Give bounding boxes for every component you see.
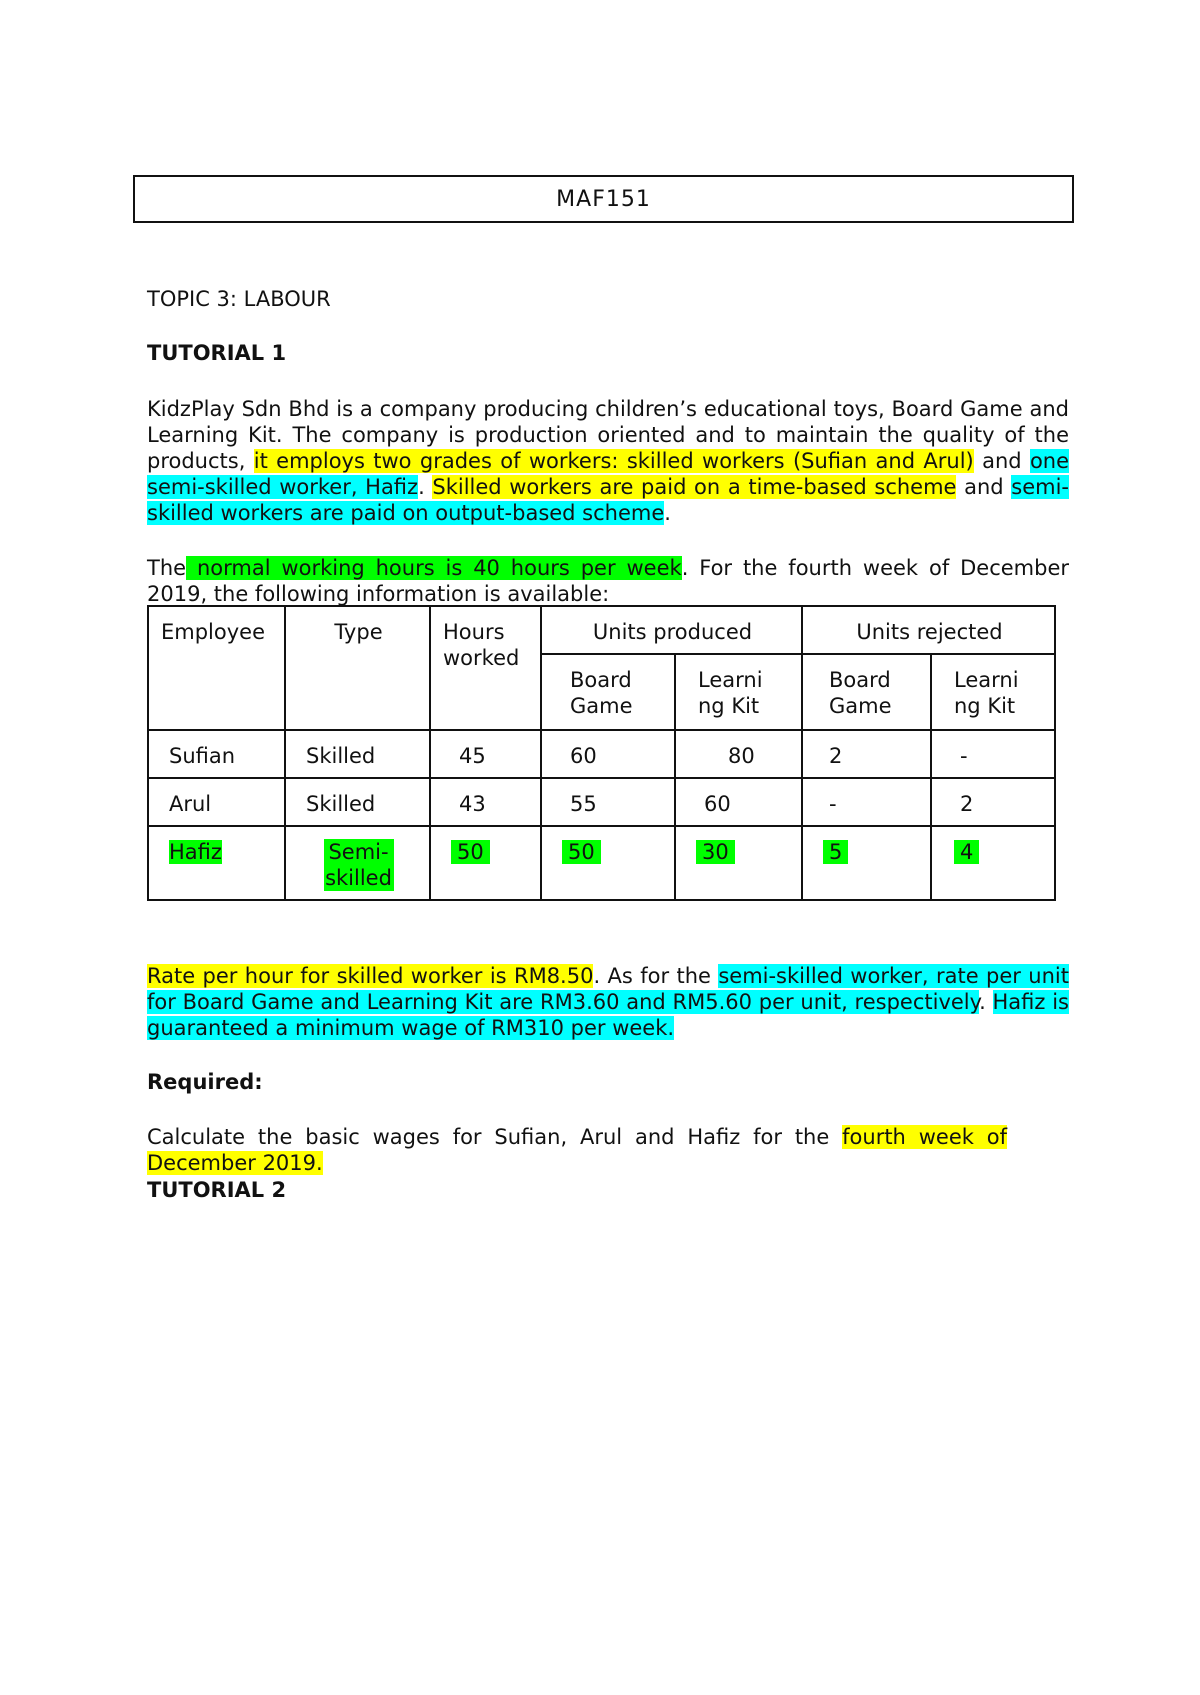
table-row [148, 826, 1055, 900]
highlight-skilled-rate: Rate per hour for skilled worker is RM8.50 [147, 964, 594, 988]
header-rejected-learning-kit: Learni ng Kit [931, 654, 1055, 730]
intro-text-2: and [973, 449, 1030, 473]
tutorial-2-heading: TUTORIAL 2 [147, 1178, 287, 1202]
course-code: MAF151 [556, 186, 651, 212]
header-type: Type [285, 606, 430, 730]
highlight-time-based: Skilled workers are paid on a time-based scheme [432, 475, 957, 499]
table-row [148, 730, 1055, 778]
highlight-output-based: semi-skilled workers are paid on output-based scheme [147, 475, 1069, 525]
intro-text-1: KidzPlay Sdn Bhd is a company producing children’s educational toys, Board Game and Learning Kit. The company is production oriented and to maintain the quality of the products, [147, 397, 1069, 473]
rate-text-2: . [979, 990, 993, 1014]
cell-employee: Sufian [148, 730, 285, 778]
highlight-semi-skilled: Semi-skilled [325, 840, 392, 890]
cell-type: Skilled [285, 778, 430, 826]
highlight-hafiz: Hafiz [169, 840, 222, 864]
cell-produced-board: 60 [541, 730, 675, 778]
cell-hours: 43 [430, 778, 541, 826]
cell-rejected-kit: - [931, 730, 1055, 778]
highlight-semi-skilled-worker: one semi-skilled worker, Hafiz [147, 449, 1070, 499]
hours-paragraph [147, 555, 1069, 607]
highlight-rejected-board: 5 [823, 840, 848, 864]
required-heading: Required: [147, 1070, 263, 1094]
header-units-produced: Units produced [541, 606, 802, 654]
table-row [148, 778, 1055, 826]
cell-produced-kit: 60 [675, 778, 802, 826]
cell-type [285, 826, 430, 900]
hours-text-1: The [147, 556, 187, 580]
cell-rejected-kit [931, 826, 1055, 900]
cell-hours: 45 [430, 730, 541, 778]
header-hours-worked: Hours worked [430, 606, 541, 730]
intro-text-4: and [956, 475, 1012, 499]
rate-text-1: . As for the [593, 964, 719, 988]
topic-heading: TOPIC 3: LABOUR [147, 287, 331, 311]
cell-rejected-board: 2 [802, 730, 931, 778]
rate-paragraph [147, 963, 1069, 1041]
cell-rejected-board: - [802, 778, 931, 826]
highlight-hours: 50 [451, 840, 490, 864]
intro-text-5: . [664, 501, 671, 525]
tutorial-1-heading: TUTORIAL 1 [147, 341, 287, 365]
cell-rejected-kit: 2 [931, 778, 1055, 826]
task-text: Calculate the basic wages for Sufian, Arul and Hafiz for the [147, 1125, 843, 1149]
header-rejected-board-game: Board Game [802, 654, 931, 730]
header-produced-board-game: Board Game [541, 654, 675, 730]
cell-produced-kit [675, 826, 802, 900]
highlight-rejected-kit: 4 [954, 840, 979, 864]
task-paragraph [147, 1124, 1007, 1176]
hours-text-2: . For the fourth week of December 2019, the following information is available: [147, 556, 1070, 606]
course-code-box [133, 175, 1074, 223]
intro-paragraph [147, 396, 1069, 526]
cell-employee: Arul [148, 778, 285, 826]
intro-text-3: . [418, 475, 433, 499]
cell-produced-board: 55 [541, 778, 675, 826]
cell-produced-board [541, 826, 675, 900]
highlight-normal-hours: normal working hours is 40 hours per week [186, 556, 682, 580]
highlight-semi-skilled-rate: semi-skilled worker, rate per unit for Board Game and Learning Kit are RM3.60 and RM5.60 per unit, respectively [147, 964, 1069, 1014]
cell-type: Skilled [285, 730, 430, 778]
highlight-minimum-wage: Hafiz is guaranteed a minimum wage of RM310 per week. [147, 990, 1069, 1040]
highlight-produced-board: 50 [562, 840, 601, 864]
cell-rejected-board [802, 826, 931, 900]
cell-hours [430, 826, 541, 900]
highlight-produced-kit: 30 [696, 840, 735, 864]
header-employee: Employee [148, 606, 285, 730]
header-units-rejected: Units rejected [802, 606, 1055, 654]
cell-employee [148, 826, 285, 900]
header-produced-learning-kit: Learni ng Kit [675, 654, 802, 730]
labour-table [147, 605, 1056, 901]
cell-produced-kit: 80 [675, 730, 802, 778]
highlight-fourth-week: fourth week of December 2019. [147, 1125, 1007, 1175]
highlight-worker-grades: it employs two grades of workers: skilled workers (Sufian and Arul) [253, 449, 974, 473]
